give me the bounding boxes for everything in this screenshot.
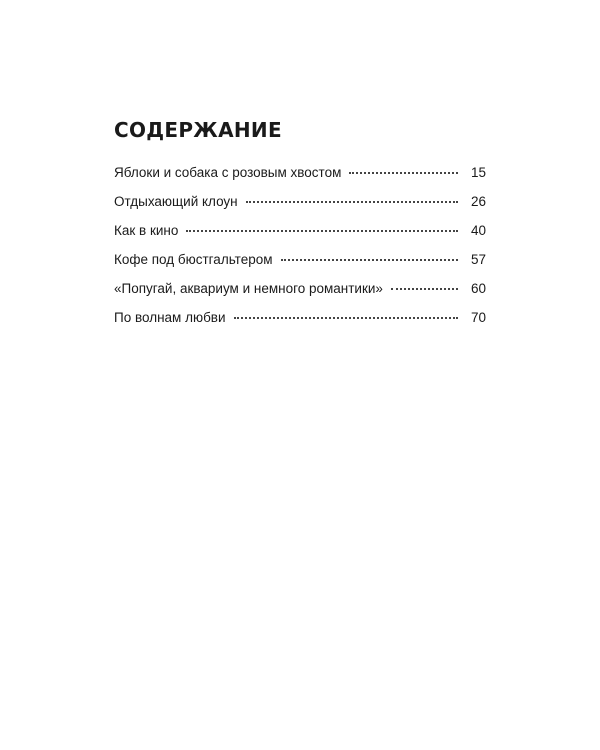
dot-leader	[281, 259, 458, 261]
toc-entry-page-number: 40	[470, 223, 486, 238]
toc-entry-title: «Попугай, аквариум и немного романтики»	[114, 281, 383, 296]
toc-heading: СОДЕРЖАНИЕ	[114, 118, 282, 142]
toc-entry-page-number: 70	[470, 310, 486, 325]
toc-entry-page-number: 15	[470, 165, 486, 180]
dot-leader	[246, 201, 458, 203]
dot-leader	[186, 230, 458, 232]
toc-entry-title: Кофе под бюстгальтером	[114, 252, 273, 267]
dot-leader	[349, 172, 458, 174]
toc-entry-page-number: 60	[470, 281, 486, 296]
toc-list	[114, 165, 486, 339]
toc-entry-title: Яблоки и собака с розовым хвостом	[114, 165, 342, 180]
toc-entry-2	[114, 194, 486, 223]
dot-leader	[234, 317, 458, 319]
toc-entry-page-number: 26	[470, 194, 486, 209]
toc-entry-3	[114, 223, 486, 252]
toc-entry-4	[114, 252, 486, 281]
toc-entry-title: Отдыхающий клоун	[114, 194, 238, 209]
toc-entry-5	[114, 281, 486, 310]
toc-entry-title: Как в кино	[114, 223, 179, 238]
dot-leader	[391, 288, 458, 290]
toc-entry-page-number: 57	[470, 252, 486, 267]
toc-entry-title: По волнам любви	[114, 310, 226, 325]
toc-entry-1	[114, 165, 486, 194]
toc-entry-6	[114, 310, 486, 339]
